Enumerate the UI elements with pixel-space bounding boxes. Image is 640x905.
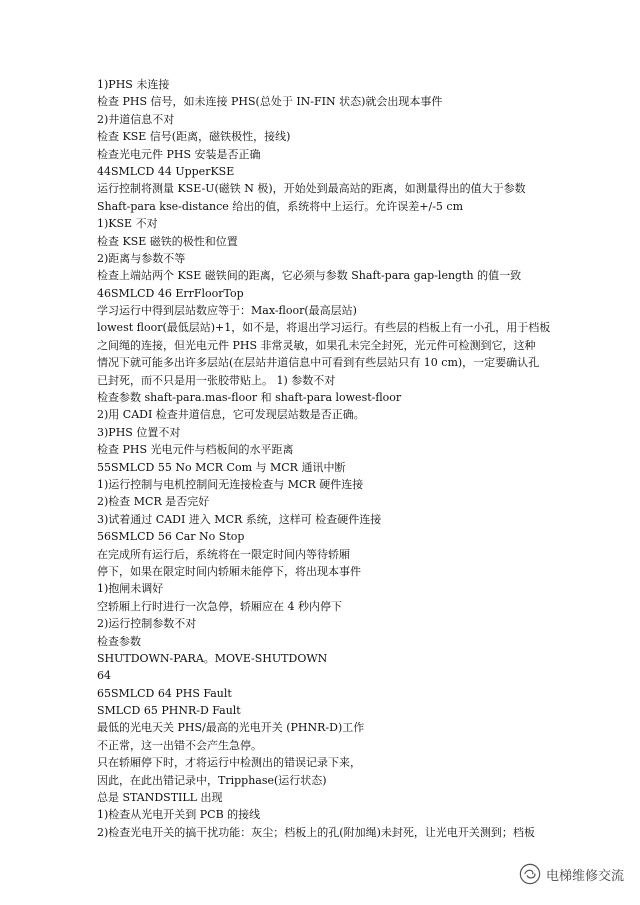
text-line: 停下，如果在限定时间内轿厢未能停下，将出现本事件 bbox=[97, 564, 361, 578]
text-line: 情况下就可能多出许多层站(在层站井道信息中可看到有些层站只有 10 cm)，一定要确认孔 bbox=[97, 356, 540, 370]
text-line: 2)检查 MCR 是否完好 bbox=[97, 495, 210, 509]
text-line: 3)PHS 位置不对 bbox=[97, 425, 181, 439]
text-line: 检查 PHS 光电元件与档板间的水平距离 bbox=[97, 443, 294, 457]
text-line: 检查 PHS 信号，如未连接 PHS(总处于 IN-FIN 状态)就会出现本事件 bbox=[97, 95, 443, 109]
text-line: 运行控制将测量 KSE-U(磁铁 N 极)，开始处到最高站的距离，如测量得出的值大于参数 bbox=[97, 182, 526, 196]
text-line: 总是 STANDSTILL 出现 bbox=[97, 791, 223, 805]
text-line: 1)KSE 不对 bbox=[97, 217, 158, 231]
text-line: 2)距离与参数不等 bbox=[97, 251, 186, 265]
text-line: 56SMLCD 56 Car No Stop bbox=[97, 530, 245, 544]
text-line: 55SMLCD 55 No MCR Com 与 MCR 通讯中断 bbox=[97, 460, 346, 474]
text-line: 不正常，这一出错不会产生急停。 bbox=[97, 738, 262, 752]
text-line: 检查参数 shaft-para.mas-floor 和 shaft-para lowest-floor bbox=[97, 391, 402, 405]
text-line: 1)PHS 未连接 bbox=[97, 78, 170, 91]
text-line: 检查光电元件 PHS 安装是否正确 bbox=[97, 147, 261, 161]
text-line: 2)用 CADI 检查井道信息，它可发现层站数是否正确。 bbox=[97, 408, 365, 422]
wechat-logo-icon bbox=[519, 863, 541, 885]
text-line: 64 bbox=[97, 669, 111, 683]
text-line: 2)检查光电开关的搞干扰功能：灰尘；档板上的孔(附加绳)未封死，让光电开关测到；档板 bbox=[97, 825, 535, 839]
text-line: 1)检查从光电开关到 PCB 的接线 bbox=[97, 808, 261, 822]
text-line: SHUTDOWN-PARA。MOVE-SHUTDOWN bbox=[97, 651, 328, 665]
text-line: 1)运行控制与电机控制间无连接检查与 MCR 硬件连接 bbox=[97, 477, 364, 491]
text-line: 之间绳的连接，但光电元件 PHS 非常灵敏，如果孔未完全封死，光元件可检测到它，这种 bbox=[97, 338, 536, 352]
text-line: 检查参数 bbox=[97, 634, 141, 648]
text-line: 1)抱闸未调好 bbox=[97, 582, 164, 596]
text-line: 因此，在此出错记录中，Tripphase(运行状态) bbox=[97, 773, 327, 787]
text-line: lowest floor(最低层站)+1，如不是，将退出学习运行。有些层的档板上有一小孔，用于档板 bbox=[97, 321, 551, 335]
text-line: SMLCD 65 PHNR-D Fault bbox=[97, 704, 241, 718]
text-line: 在完成所有运行后，系统将在一限定时间内等待轿厢 bbox=[97, 547, 350, 561]
text-line: 最低的光电天关 PHS/最高的光电开关 (PHNR-D)工作 bbox=[97, 721, 365, 735]
text-line: 空轿厢上行时进行一次急停，轿厢应在 4 秒内停下 bbox=[97, 599, 342, 613]
text-line: 已封死，而不只是用一张胶带贴上。 1) 参数不对 bbox=[97, 373, 336, 387]
text-line: 检查 KSE 信号(距离，磁铁极性，接线) bbox=[97, 130, 291, 144]
text-line: 65SMLCD 64 PHS Fault bbox=[97, 686, 232, 700]
text-line: 只在轿厢停下时，才将运行中检测出的错误记录下来， bbox=[97, 756, 361, 770]
watermark-text: 电梯维修交流 bbox=[545, 868, 624, 884]
text-line: 2)井道信息不对 bbox=[97, 112, 175, 126]
text-line: 检查上端站两个 KSE 磁铁间的距离，它必须与参数 Shaft-para gap-length 的值一致 bbox=[97, 269, 522, 283]
text-line: 46SMLCD 46 ErrFloorTop bbox=[97, 286, 244, 300]
document-body bbox=[97, 76, 617, 841]
text-line: 学习运行中得到层站数应等于：Max-floor(最高层站) bbox=[97, 304, 357, 318]
text-line: 2)运行控制参数不对 bbox=[97, 617, 197, 631]
text-line: 3)试着通过 CADI 进入 MCR 系统，这样可 检查硬件连接 bbox=[97, 512, 382, 526]
text-line: 检查 KSE 磁铁的极性和位置 bbox=[97, 234, 238, 248]
watermark bbox=[519, 863, 624, 885]
text-line: Shaft-para kse-distance 给出的值，系统将中上运行。允许误差+/-5 cm bbox=[97, 199, 463, 213]
text-line: 44SMLCD 44 UpperKSE bbox=[97, 164, 235, 178]
